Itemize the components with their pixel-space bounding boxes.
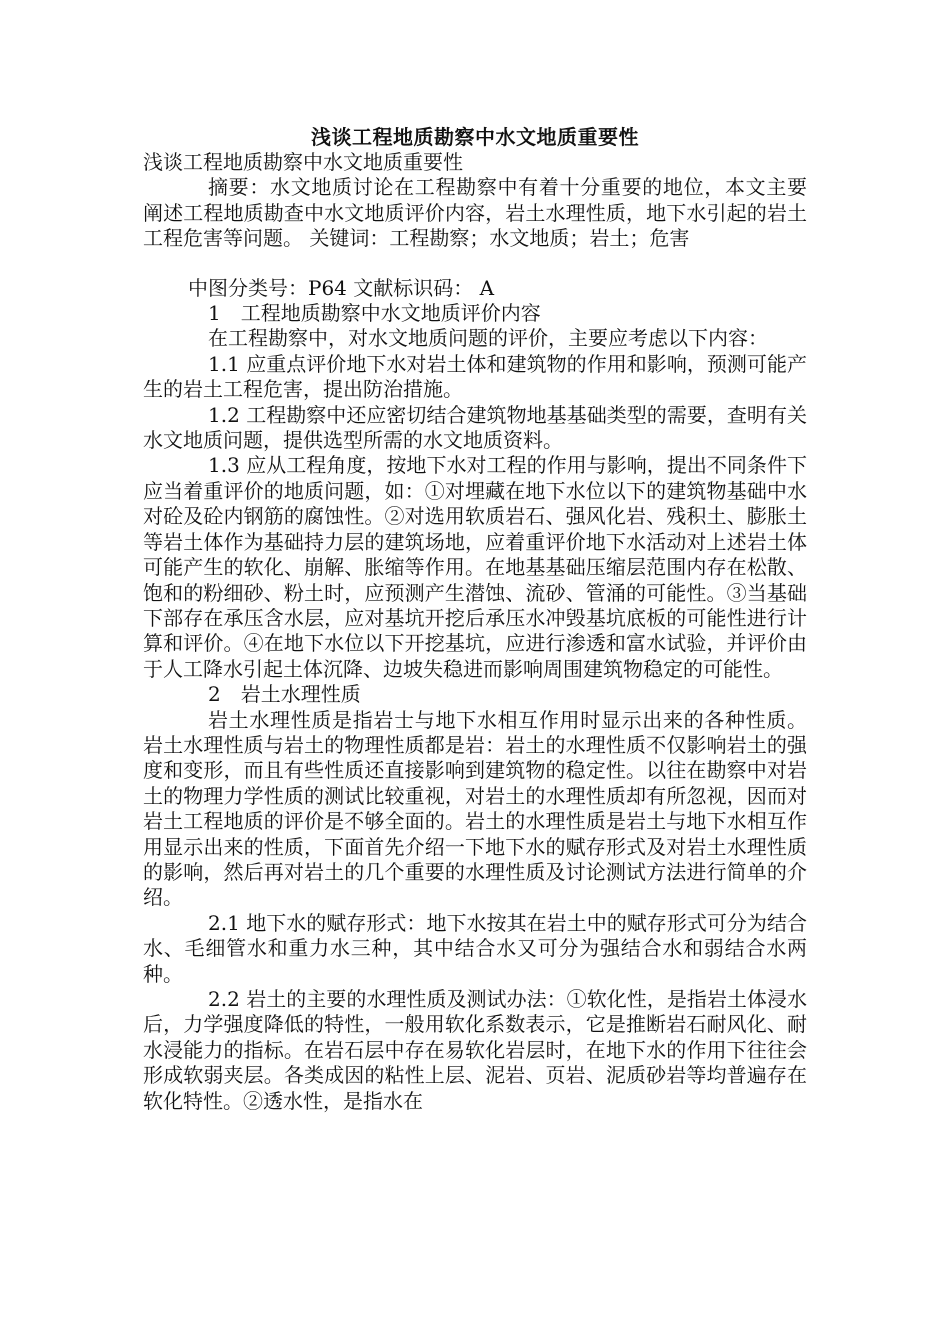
item-1-3-paragraph: 1.3 应从工程角度，按地下水对工程的作用与影响，提出不同条件下应当着重评价的地质问题，如：①对埋藏在地下水位以下的建筑物基础中水对砼及砼内钢筋的腐蚀性。②对选用软质岩石、强风化岩、残积土、膨胀土等岩土体作为基础持力层的建筑场地，应着重评价地下水活动对上述岩土体可能产生的软化、崩解、胀缩等作用。在地基基础压缩层范围内存在松散、饱和的粉细砂、粉土时，应预测产生潜蚀、流砂、管涌的可能性。③当基础下部存在承压含水层，应对基坑开挖后承压水冲毁基坑底板的可能性进行计算和评价。④在地下水位以下开挖基坑，应进行渗透和富水试验，并评价由于人工降水引起土体沉降、边坡失稳进而影响周围建筑物稳定的可能性。 xyxy=(143,453,807,681)
item-1-2-paragraph: 1.2 工程勘察中还应密切结合建筑物地基基础类型的需要，查明有关水文地质问题，提供选型所需的水文地质资料。 xyxy=(143,402,807,453)
item-2-1-paragraph: 2.1 地下水的赋存形式：地下水按其在岩土中的赋存形式可分为结合水、毛细管水和重力水三种，其中结合水又可分为强结合水和弱结合水两种。 xyxy=(143,910,807,986)
section-2-heading: 2 岩土水理性质 xyxy=(208,682,361,707)
section-2-paragraph: 岩土水理性质是指岩士与地下水相互作用时显示出来的各种性质。岩土水理性质与岩土的物理性质都是岩：岩土的水理性质不仅影响岩土的强度和变形，而且有些性质还直接影响到建筑物的稳定性。以往在勘察中对岩土的物理力学性质的测试比较重视，对岩土的水理性质却有所忽视，因而对岩土工程地质的评价是不够全面的。岩土的水理性质是岩土与地下水相互作用显示出来的性质，下面首先介绍一下地下水的赋存形式及对岩土水理性质的影响，然后再对岩土的几个重要的水理性质及讨论测试方法进行简单的介绍。 xyxy=(143,707,807,910)
section-1-heading: 1 工程地质勘察中水文地质评价内容 xyxy=(208,301,541,326)
item-2-2-paragraph: 2.2 岩土的主要的水理性质及测试办法：①软化性，是指岩土体浸水后，力学强度降低的特性，一般用软化系数表示，它是推断岩石耐风化、耐水浸能力的指标。在岩石层中存在易软化岩层时，在地下水的作用下往往会形成软弱夹层。各类成因的粘性上层、泥岩、页岩、泥质砂岩等均普遍存在软化特性。②透水性，是指水在 xyxy=(143,987,807,1113)
item-1-1-paragraph: 1.1 应重点评价地下水对岩土体和建筑物的作用和影响，预测可能产生的岩土工程危害，提出防治措施。 xyxy=(143,351,807,402)
document-title: 浅谈工程地质勘察中水文地质重要性 xyxy=(311,125,639,149)
section-1-intro: 在工程勘察中，对水文地质问题的评价，主要应考虑以下内容： xyxy=(208,326,768,351)
abstract-paragraph: 摘要：水文地质讨论在工程勘察中有着十分重要的地位，本文主要阐述工程地质勘查中水文地质评价内容，岩土水理性质，地下水引起的岩土工程危害等问题。 关键词：工程勘察；水文地质；岩土；危害 xyxy=(143,175,807,251)
classification-line: 中图分类号：P64 文献标识码： A xyxy=(188,275,495,300)
document-subtitle: 浅谈工程地质勘察中水文地质重要性 xyxy=(143,150,463,174)
document-body xyxy=(143,150,807,1114)
